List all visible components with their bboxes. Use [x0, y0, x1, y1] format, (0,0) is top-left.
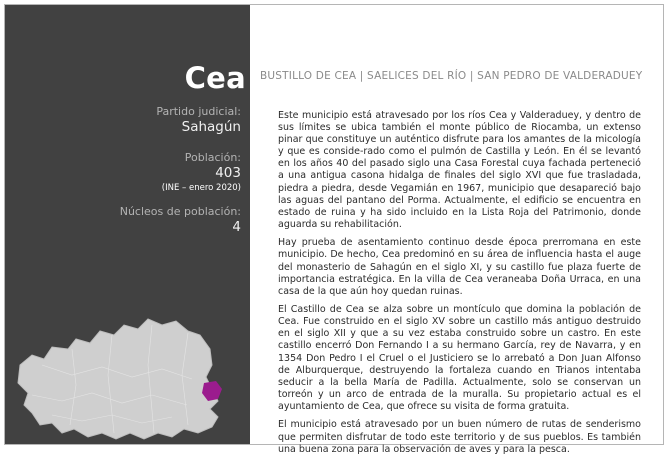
- body-text: [278, 110, 641, 462]
- paragraph-2: Hay prueba de asentamiento continuo desde época prerromana en este municipio. De hecho, Cea predominó en su área de influencia hasta el auge del monasterio de Sahagún en el siglo XI, y su castillo fue plaza fuerte de importancia estratégica. En la villa de Cea veraneaba Doña Urraca, en una casa de la que aún hoy quedan ruinas.: [278, 237, 641, 297]
- judicial-district-value: Sahagún: [181, 119, 241, 135]
- population-nuclei-block: [5, 205, 250, 236]
- population-nuclei-value: 4: [232, 219, 241, 235]
- province-map-svg: [12, 305, 232, 442]
- province-map: [12, 305, 232, 442]
- population-label: Población:: [184, 151, 241, 164]
- municipality-title: Cea: [184, 61, 246, 95]
- province-outline: [18, 319, 218, 439]
- villages-header: BUSTILLO DE CEA | SAELICES DEL RÍO | SAN PEDRO DE VALDERADUEY: [260, 70, 643, 82]
- judicial-district-block: [5, 105, 250, 136]
- population-source: (INE – enero 2020): [161, 183, 241, 193]
- population-value: 403: [215, 165, 241, 181]
- population-nuclei-label: Núcleos de población:: [119, 205, 241, 218]
- paragraph-4: El municipio está atravesado por un buen número de rutas de senderismo que permiten disfrutar de todo este territorio y de sus pueblos. Es también una buena zona para la observación de aves y para la pesca.: [278, 419, 641, 455]
- population-block: [5, 151, 250, 194]
- paragraph-3: El Castillo de Cea se alza sobre un montículo que domina la población de Cea. Fue construido en el siglo XV sobre un castillo más antiguo destruido en el siglo XII y que a su vez estaba construido sobre un castro. En este castillo encerró Don Fernando I a su hermano García, rey de Navarra, y en 1354 Don Pedro I el Cruel o el Justiciero se lo arrebató a Don Juan Alfonso de Alburquerque, destruyendo la fortaleza cuando en Trianos intentaba seducir a la bella María de Padilla. Actualmente, solo se conservan un torreón y un arco de entrada de la muralla. Su propietario actual es el ayuntamiento de Cea, que ofrece su visita de forma gratuita.: [278, 304, 641, 412]
- paragraph-1: Este municipio está atravesado por los ríos Cea y Valderaduey, y dentro de sus límites se ubica también el monte público de Riocamba, un extenso pinar que constituye un auténtico disfrute para los amantes de la micología y que es conside-rado como el pulmón de Castilla y León. En él se levantó en los años 40 del pasado siglo una Casa Forestal cuya fachada perteneció a una antigua casona hidalga de finales del siglo XVI que fue trasladada, piedra a piedra, desde Vegamián en 1967, municipio que desapareció bajo las aguas del pantano del Porma. Actualmente, el edificio se encuentra en estado de ruina y ha sido incluido en la Lista Roja del Patrimonio, donde aguarda su rehabilitación.: [278, 110, 641, 230]
- judicial-district-label: Partido judicial:: [156, 105, 241, 118]
